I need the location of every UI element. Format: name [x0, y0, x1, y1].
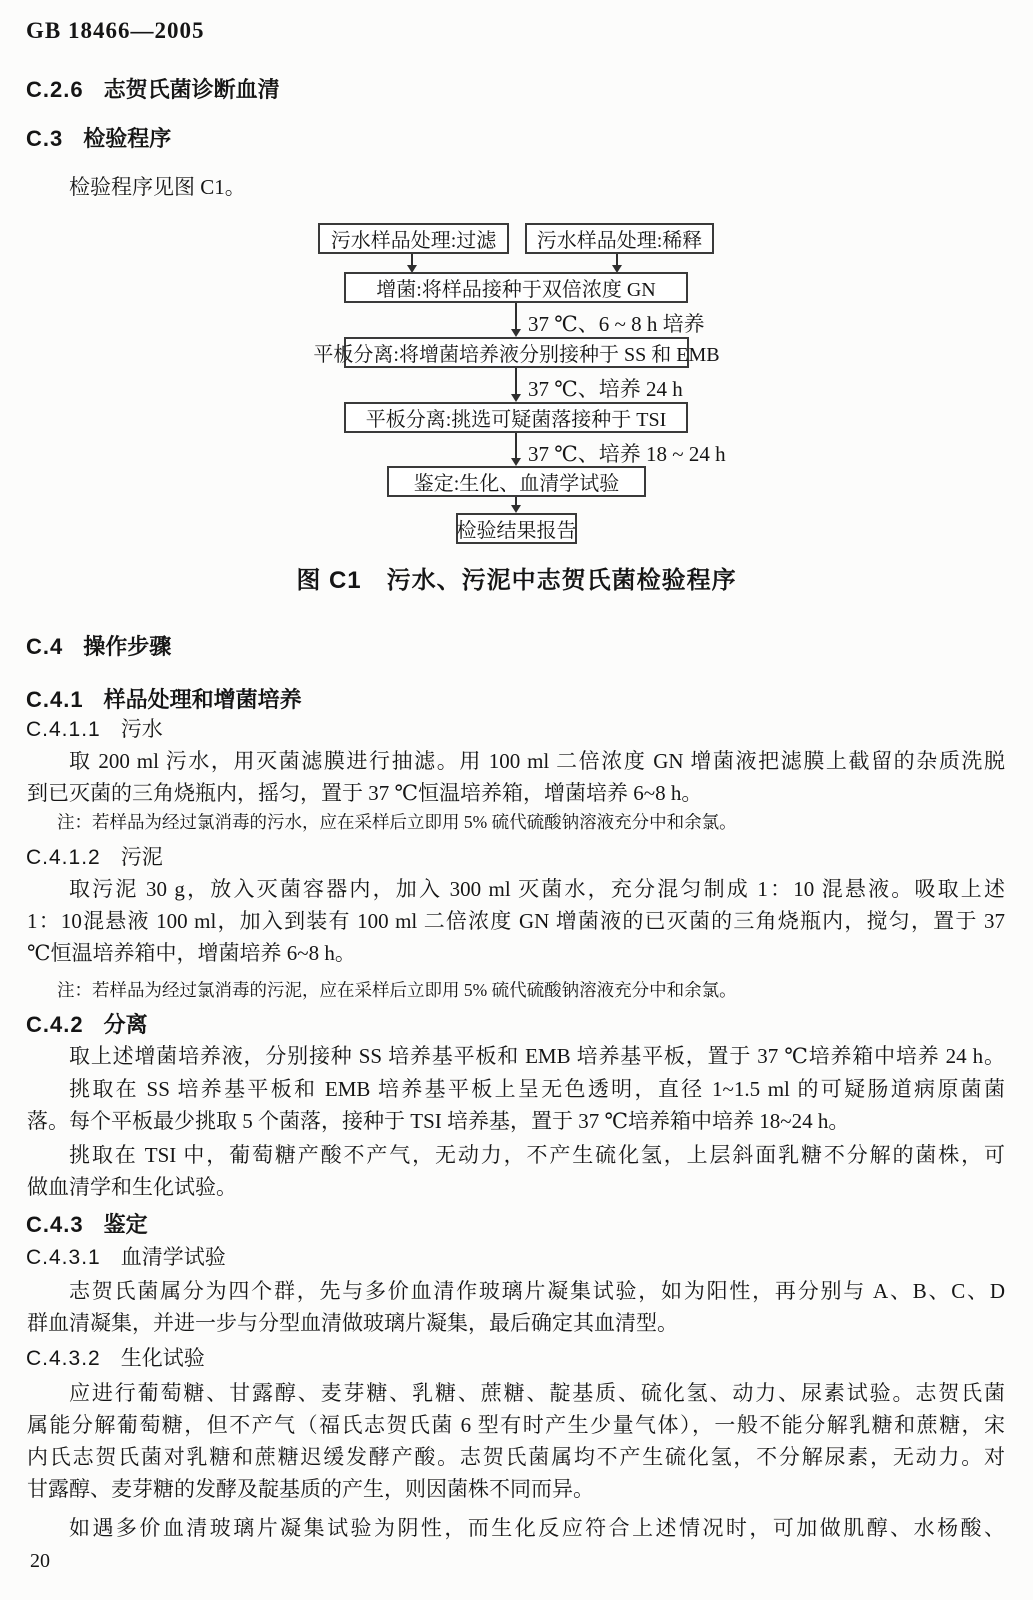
flow-box-enrichment: 增菌:将样品接种于双倍浓度 GN	[344, 272, 688, 303]
paragraph-separation-2	[27, 1073, 1005, 1137]
text-line: ℃恒温培养箱中，增菌培养 6~8 h。	[27, 941, 356, 965]
note-sewage: 注：若样品为经过氯消毒的污水，应在采样后立即用 5% 硫代硫酸钠溶液充分中和余氯。	[57, 812, 737, 832]
arrow-down-icon	[515, 303, 517, 329]
intro-paragraph	[27, 171, 1005, 203]
heading-title: 血清学试验	[120, 1245, 226, 1269]
heading-number: C.4.2	[26, 1012, 84, 1037]
text-line: 挑取在 SS 培养基平板和 EMB 培养基平板上呈无色透明，直径 1~1.5 ml 的可疑肠道病原菌菌	[69, 1077, 1005, 1101]
note-sludge: 注：若样品为经过氯消毒的污泥，应在采样后立即用 5% 硫代硫酸钠溶液充分中和余氯。	[57, 980, 737, 1000]
heading-c4-3	[26, 1208, 148, 1239]
flow-box-sewage-filter: 污水样品处理:过滤	[318, 223, 509, 254]
text-line: 到已灭菌的三角烧瓶内，摇匀，置于 37 ℃恒温培养箱，增菌培养 6~8 h。	[27, 781, 703, 805]
text-line: 挑取在 TSI 中，葡萄糖产酸不产气，无动力，不产生硫化氢，上层斜面乳糖不分解的菌株，可	[69, 1143, 1005, 1167]
heading-number: C.4.3.1	[26, 1246, 101, 1269]
heading-c4-1-1	[26, 713, 163, 743]
flow-box-plate-separation-2: 平板分离:挑选可疑菌落接种于 TSI	[344, 402, 688, 433]
paragraph-separation-3	[27, 1139, 1005, 1203]
flow-edge-label: 37 ℃、培养 24 h	[528, 377, 683, 401]
text-line: 群血清凝集，并进一步与分型血清做玻璃片凝集，最后确定其血清型。	[27, 1311, 678, 1335]
intro-text: 检验程序见图 C1。	[69, 175, 246, 199]
text-line: 应进行葡萄糖、甘露醇、麦芽糖、乳糖、蔗糖、靛基质、硫化氢、动力、尿素试验。志贺氏菌	[69, 1381, 1005, 1405]
heading-title: 生化试验	[120, 1346, 205, 1370]
text-line: 做血清学和生化试验。	[27, 1175, 237, 1199]
paragraph-sludge	[27, 873, 1005, 969]
heading-number: C.4.1.2	[26, 846, 101, 869]
text-line: 志贺氏菌属分为四个群，先与多价血清作玻璃片凝集试验，如为阳性，再分别与 A、B、C、D	[69, 1279, 1005, 1303]
flow-edge-label: 37 ℃、培养 18 ~ 24 h	[528, 442, 726, 466]
heading-title: 污水	[120, 717, 163, 741]
arrow-down-icon	[616, 254, 618, 265]
arrow-down-icon	[515, 497, 517, 505]
text-line: 取上述增菌培养液，分别接种 SS 培养基平板和 EMB 培养基平板，置于 37 ℃培养箱中培养 24 h。	[69, 1044, 1005, 1068]
text-line: 甘露醇、麦芽糖的发酵及靛基质的产生，则因菌株不同而异。	[27, 1477, 594, 1501]
heading-number: C.4	[26, 634, 64, 659]
figure-caption: 图 C1 污水、污泥中志贺氏菌检验程序	[296, 567, 737, 594]
heading-c4-1-2	[26, 841, 163, 871]
heading-c4-3-2	[26, 1342, 205, 1372]
heading-c4-3-1	[26, 1241, 226, 1271]
heading-c4	[26, 630, 171, 661]
text-line: 落。每个平板最少挑取 5 个菌落，接种于 TSI 培养基，置于 37 ℃培养箱中培养 18~24 h。	[27, 1109, 850, 1133]
page-number: 20	[30, 1550, 50, 1572]
heading-number: C.4.1.1	[26, 718, 101, 741]
heading-title: 志贺氏菌诊断血清	[103, 77, 280, 102]
heading-c4-2	[26, 1008, 148, 1039]
heading-title: 样品处理和增菌培养	[103, 687, 302, 712]
heading-number: C.2.6	[26, 77, 84, 102]
text-line: 属能分解葡萄糖，但不产气（福氏志贺氏菌 6 型有时产生少量气体），一般不能分解乳糖和蔗糖，宋	[27, 1413, 1005, 1437]
heading-title: 鉴定	[103, 1212, 148, 1237]
paragraph-negative-case	[27, 1512, 1005, 1544]
standard-number: GB 18466—2005	[26, 18, 205, 43]
paragraph-serology	[27, 1275, 1005, 1339]
paragraph-separation-1	[27, 1040, 1005, 1072]
arrow-down-icon	[515, 368, 517, 394]
flow-box-identification: 鉴定:生化、血清学试验	[387, 466, 646, 497]
heading-number: C.4.3	[26, 1212, 84, 1237]
paragraph-biochemical	[27, 1377, 1005, 1505]
heading-c4-1	[26, 683, 302, 714]
heading-number: C.4.1	[26, 687, 84, 712]
heading-number: C.4.3.2	[26, 1347, 101, 1370]
text-line: 取 200 ml 污水，用灭菌滤膜进行抽滤。用 100 ml 二倍浓度 GN 增菌液把滤膜上截留的杂质洗脱	[69, 749, 1005, 773]
heading-title: 检验程序	[83, 126, 172, 151]
heading-c3	[26, 122, 171, 153]
arrow-down-icon	[515, 433, 517, 458]
arrow-down-icon	[411, 254, 413, 265]
heading-c2-6	[26, 73, 280, 104]
text-line: 1：10混悬液 100 ml，加入到装有 100 ml 二倍浓度 GN 增菌液的已灭菌的三角烧瓶内，搅匀，置于 37	[27, 909, 1005, 933]
flow-box-sewage-dilute: 污水样品处理:稀释	[525, 223, 714, 254]
text-line: 取污泥 30 g，放入灭菌容器内，加入 300 ml 灭菌水，充分混匀制成 1：10 混悬液。吸取上述	[69, 877, 1005, 901]
heading-title: 污泥	[120, 845, 163, 869]
paragraph-sewage	[27, 745, 1005, 809]
flow-box-report: 检验结果报告	[456, 513, 577, 544]
heading-title: 分离	[103, 1012, 148, 1037]
text-line: 内氏志贺氏菌对乳糖和蔗糖迟缓发酵产酸。志贺氏菌属均不产生硫化氢，不分解尿素，无动力。对	[27, 1445, 1005, 1469]
flow-box-plate-separation-1: 平板分离:将增菌培养液分别接种于 SS 和 EMB	[344, 337, 689, 368]
heading-title: 操作步骤	[83, 634, 172, 659]
flow-edge-label: 37 ℃、6 ~ 8 h 培养	[528, 312, 705, 336]
heading-number: C.3	[26, 126, 64, 151]
text-line: 如遇多价血清玻璃片凝集试验为阴性，而生化反应符合上述情况时，可加做肌醇、水杨酸、	[69, 1516, 1005, 1540]
